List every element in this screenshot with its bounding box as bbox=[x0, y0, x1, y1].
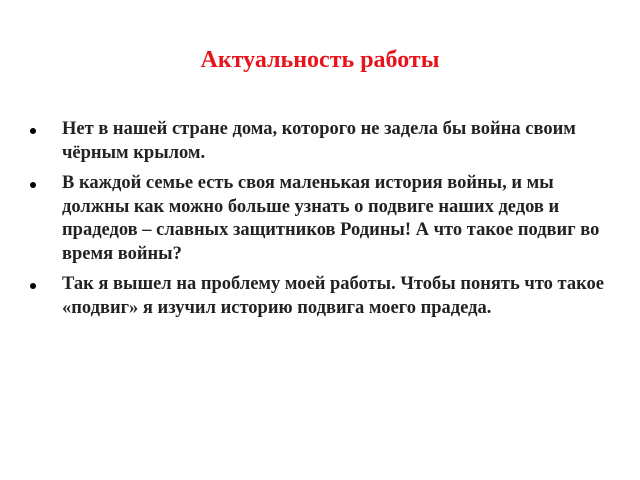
bullet-text: Так я вышел на проблему моей работы. Чтобы понять что такое «подвиг» я изучил историю подвига моего прадеда. bbox=[62, 274, 604, 318]
bullet-text: Нет в нашей стране дома, которого не задела бы война своим чёрным крылом. bbox=[62, 119, 576, 163]
bullet-item bbox=[28, 118, 613, 165]
bullet-dot-icon bbox=[30, 128, 36, 134]
bullet-dot-icon bbox=[30, 283, 36, 289]
bullet-text: В каждой семье есть своя маленькая история войны, и мы должны как можно больше узнать о подвиге наших дедов и прадедов – славных защитников Родины! А что такое подвиг во время войны? bbox=[62, 173, 600, 264]
bullet-item bbox=[28, 172, 613, 266]
bullet-list bbox=[28, 118, 613, 327]
bullet-item bbox=[28, 273, 613, 320]
bullet-dot-icon bbox=[30, 182, 36, 188]
slide-title: Актуальность работы bbox=[200, 47, 440, 73]
